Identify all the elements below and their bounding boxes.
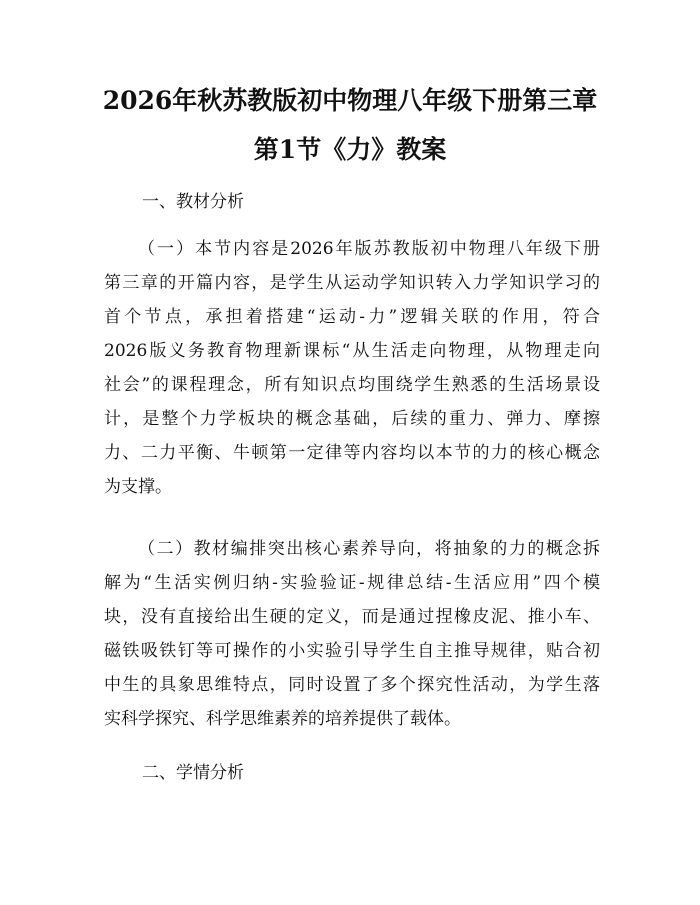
paragraph-1-line: 第三章的开篇内容，是学生从运动学知识转入力学知识学习的 [104, 273, 600, 293]
section-heading-textbook-analysis: 一、教材分析 [142, 192, 244, 212]
paragraph-1-line: 力、二力平衡、牛顿第一定律等内容均以本节的力的核心概念 [104, 443, 600, 463]
paragraph-1-line: 社会”的课程理念，所有知识点均围绕学生熟悉的生活场景设 [104, 375, 600, 395]
paragraph-2-line: 中生的具象思维特点，同时设置了多个探究性活动，为学生落 [104, 675, 600, 695]
paragraph-1-line: 2026版义务教育物理新课标“从生活走向物理，从物理走向 [104, 341, 600, 361]
document-title-line-2: 第1节《力》教案 [253, 135, 447, 164]
document-title-line-1: 2026年秋苏教版初中物理八年级下册第三章 [102, 86, 598, 115]
paragraph-2-line: 解为“生活实例归纳-实验验证-规律总结-生活应用”四个模 [104, 573, 600, 593]
section-heading-student-analysis: 二、学情分析 [142, 763, 244, 783]
paragraph-2 [104, 532, 600, 736]
paragraph-1-line: （一）本节内容是2026年版苏教版初中物理八年级下册 [138, 239, 600, 259]
paragraph-2-line: 实科学探究、科学思维素养的培养提供了载体。 [104, 709, 461, 729]
paragraph-2-line: 块，没有直接给出生硬的定义，而是通过捏橡皮泥、推小车、 [104, 607, 600, 627]
paragraph-1-line: 首个节点，承担着搭建“运动-力”逻辑关联的作用，符合 [104, 307, 600, 327]
paragraph-2-line: （二）教材编排突出核心素养导向，将抽象的力的概念拆 [138, 539, 600, 559]
paragraph-1 [104, 232, 600, 504]
paragraph-2-line: 磁铁吸铁钉等可操作的小实验引导学生自主推导规律，贴合初 [104, 641, 600, 661]
paragraph-1-line: 计，是整个力学板块的概念基础，后续的重力、弹力、摩擦 [104, 409, 600, 429]
paragraph-1-line: 为支撑。 [104, 477, 172, 497]
